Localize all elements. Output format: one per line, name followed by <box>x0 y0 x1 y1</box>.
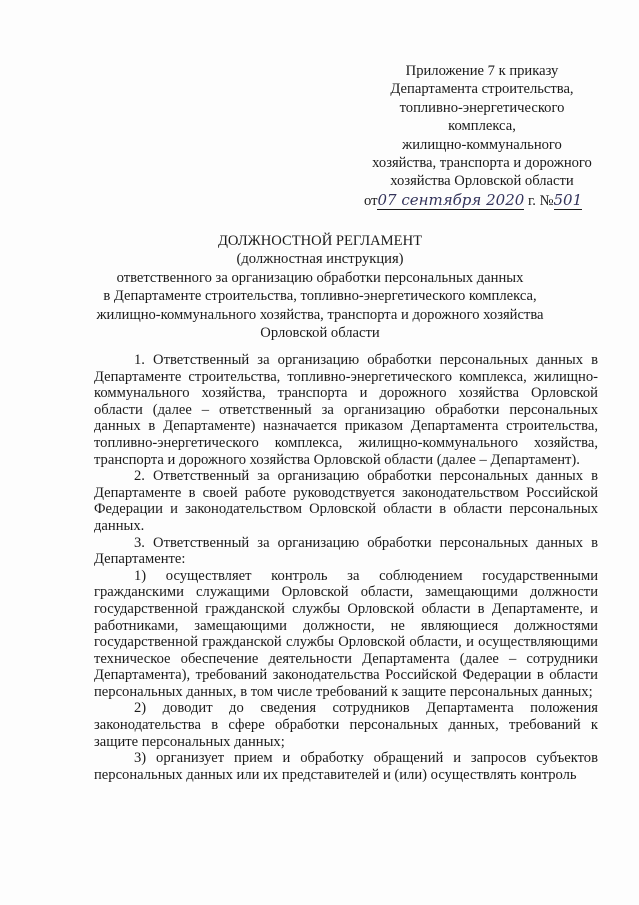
appendix-line: хозяйства Орловской области <box>390 173 574 190</box>
document-body <box>94 352 598 783</box>
document-subtitle: (должностная инструкция) <box>236 251 404 268</box>
paragraph: 3) организует прием и обработку обращений и запросов субъектов персональных данных или их представителей и (или) осуществлять контроль <box>94 750 598 783</box>
order-date-prefix: от <box>364 192 378 209</box>
paragraph: 2) доводит до сведения сотрудников Департамента положения законодательства в сфере обработки персональных данных, требований к защите персональных данных; <box>94 700 598 750</box>
paragraph: 2. Ответственный за организацию обработки персональных данных в Департаменте в своей работе руководствуется законодательством Российской Федерации и законодательством Орловской области в области персональных данных. <box>94 468 598 534</box>
appendix-header <box>356 62 608 210</box>
appendix-line: хозяйства, транспорта и дорожного <box>372 155 592 172</box>
document-title: ДОЛЖНОСТНОЙ РЕГЛАМЕНТ <box>217 233 423 249</box>
paragraph: 1) осуществляет контроль за соблюдением государственными гражданскими служащими Орловской области, замещающими должности государственной гражданской службы Орловской области в Департаменте, и работниками, замещающими должности, не являющиеся должностями государственной гражданской службы Орловской области, и осуществляющими техническое обеспечение деятельности Департамента (далее – сотрудники Департамента), требований законодательства Российской Федерации в области персональных данных, в том числе требований к защите персональных данных; <box>94 567 598 700</box>
title-line: Орловской области <box>260 325 380 342</box>
appendix-line: Приложение 7 к приказу <box>405 63 559 79</box>
paragraph: 3. Ответственный за организацию обработки персональных данных в Департаменте: <box>94 534 598 568</box>
handwritten-number: 501 <box>553 190 583 209</box>
title-line: ответственного за организацию обработки персональных данных <box>116 269 524 286</box>
document-title-block <box>60 232 580 342</box>
title-line: в Департаменте строительства, топливно-энергетического комплекса, <box>103 288 537 305</box>
title-line: жилищно-коммунального хозяйства, транспорта и дорожного хозяйства <box>96 306 544 323</box>
handwritten-date: 07 сентября 2020 <box>377 190 525 209</box>
appendix-line: топливно-энергетического <box>399 99 565 116</box>
appendix-line: жилищно-коммунального <box>402 136 562 153</box>
order-number-prefix: г. № <box>527 192 554 209</box>
appendix-line: Департамента строительства, <box>390 81 574 98</box>
paragraph: 1. Ответственный за организацию обработки персональных данных в Департаменте строительства, топливно-энергетического комплекса, жилищно-коммунального хозяйства, транспорта и дорожного хозяйства Орловской области (далее – ответственный за организацию обработки персональных данных в Департаменте) назначается приказом Департамента строительства, топливно-энергетического комплекса, жилищно-коммунального хозяйства, транспорта и дорожного хозяйства Орловской области (далее – Департамент). <box>94 352 598 468</box>
order-date-line <box>356 191 608 210</box>
appendix-line: комплекса, <box>448 118 516 135</box>
